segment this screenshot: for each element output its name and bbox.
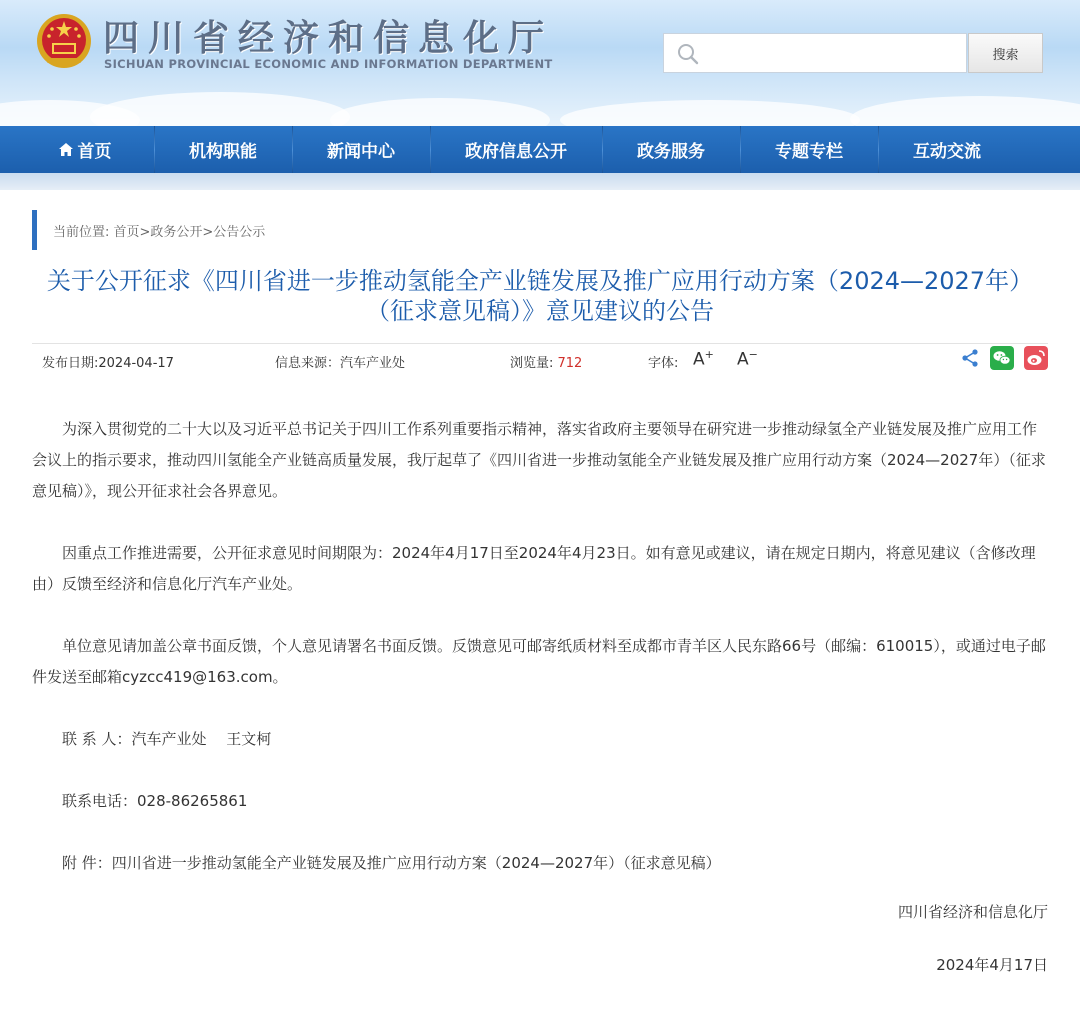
nav-item-functions[interactable]: 机构职能: [154, 126, 292, 173]
view-count: [510, 352, 582, 371]
font-increase-button[interactable]: A+: [693, 348, 714, 370]
nav-shadow: [0, 173, 1080, 190]
font-decrease-button[interactable]: A−: [737, 348, 758, 370]
article-body: [32, 414, 1048, 879]
nav-item-gov-info[interactable]: 政府信息公开: [430, 126, 602, 173]
article-paragraph: 单位意见请加盖公章书面反馈，个人意见请署名书面反馈。反馈意见可邮寄纸质材料至成都市青羊区人民东路66号（邮编：610015），或通过电子邮件发送至邮箱cyzcc419@163.com。: [32, 637, 1046, 686]
site-title: 四川省经济和信息化厅: [103, 17, 554, 59]
nav-item-services[interactable]: 政务服务: [602, 126, 740, 173]
article-paragraph: 为深入贯彻党的二十大以及习近平总书记关于四川工作系列重要指示精神，落实省政府主要领导在研究进一步推动绿氢全产业链发展及推广应用工作会议上的指示要求，推动四川氢能全产业链高质量发展，我厅起草了《四川省进一步推动氢能全产业链发展及推广应用行动方案（2024—2027年）（征求意见稿）》，现公开征求社会各界意见。: [32, 420, 1046, 500]
contact-phone: 联系电话：028-86265861: [62, 792, 248, 810]
search-input[interactable]: [663, 33, 967, 73]
article-container: [0, 210, 1080, 975]
article-title-line: （征求意见稿）》意见建议的公告: [366, 297, 714, 325]
weibo-icon[interactable]: [1024, 346, 1048, 374]
signature-org: 四川省经济和信息化厅: [897, 903, 1048, 921]
article-title: [22, 266, 1058, 326]
font-decrease-label: A: [737, 349, 749, 370]
attachment-link[interactable]: 附 件：四川省进一步推动氢能全产业链发展及推广应用行动方案（2024—2027年）（征求意见稿）: [62, 854, 721, 872]
nav-item-label: 首页: [77, 142, 112, 162]
view-count-label: 浏览量:: [510, 356, 558, 371]
main-nav: [0, 126, 1080, 173]
signature-date: 2024年4月17日: [936, 956, 1048, 974]
view-count-value: 712: [557, 356, 583, 371]
site-subtitle: SICHUAN PROVINCIAL ECONOMIC AND INFORMATION DEPARTMENT: [104, 57, 553, 71]
wechat-icon[interactable]: [990, 346, 1014, 374]
nav-item-news[interactable]: 新闻中心: [292, 126, 430, 173]
header-banner: [0, 0, 1080, 126]
font-size-label: 字体:: [648, 356, 679, 371]
font-increase-label: A: [693, 349, 705, 370]
article-title-line: 关于公开征求《四川省进一步推动氢能全产业链发展及推广应用行动方案（2024—2027年）: [46, 267, 1034, 295]
cloud-decoration: [330, 98, 550, 126]
search-icon: [676, 42, 700, 66]
info-source: 信息来源：汽车产业处: [275, 356, 406, 371]
search-button[interactable]: 搜索: [968, 33, 1043, 73]
home-icon: [59, 143, 73, 156]
contact-person: 联 系 人：汽车产业处 王文柯: [62, 730, 272, 748]
nav-item-home[interactable]: [16, 126, 154, 173]
publish-date: 发布日期:2024-04-17: [42, 356, 174, 371]
share-bar: [950, 346, 1048, 374]
share-icon[interactable]: [960, 348, 980, 372]
article-meta: [32, 343, 1048, 374]
cloud-decoration: [850, 96, 1080, 126]
cloud-decoration: [560, 100, 860, 126]
breadcrumb[interactable]: 当前位置: 首页>政务公开>公告公示: [32, 210, 1048, 250]
national-emblem-icon: [35, 12, 93, 70]
nav-item-topics[interactable]: 专题专栏: [740, 126, 878, 173]
article-paragraph: 因重点工作推进需要，公开征求意见时间期限为：2024年4月17日至2024年4月23日。如有意见或建议，请在规定日期内，将意见建议（含修改理由）反馈至经济和信息化厅汽车产业处。: [32, 544, 1036, 593]
nav-item-interaction[interactable]: 互动交流: [878, 126, 1016, 173]
